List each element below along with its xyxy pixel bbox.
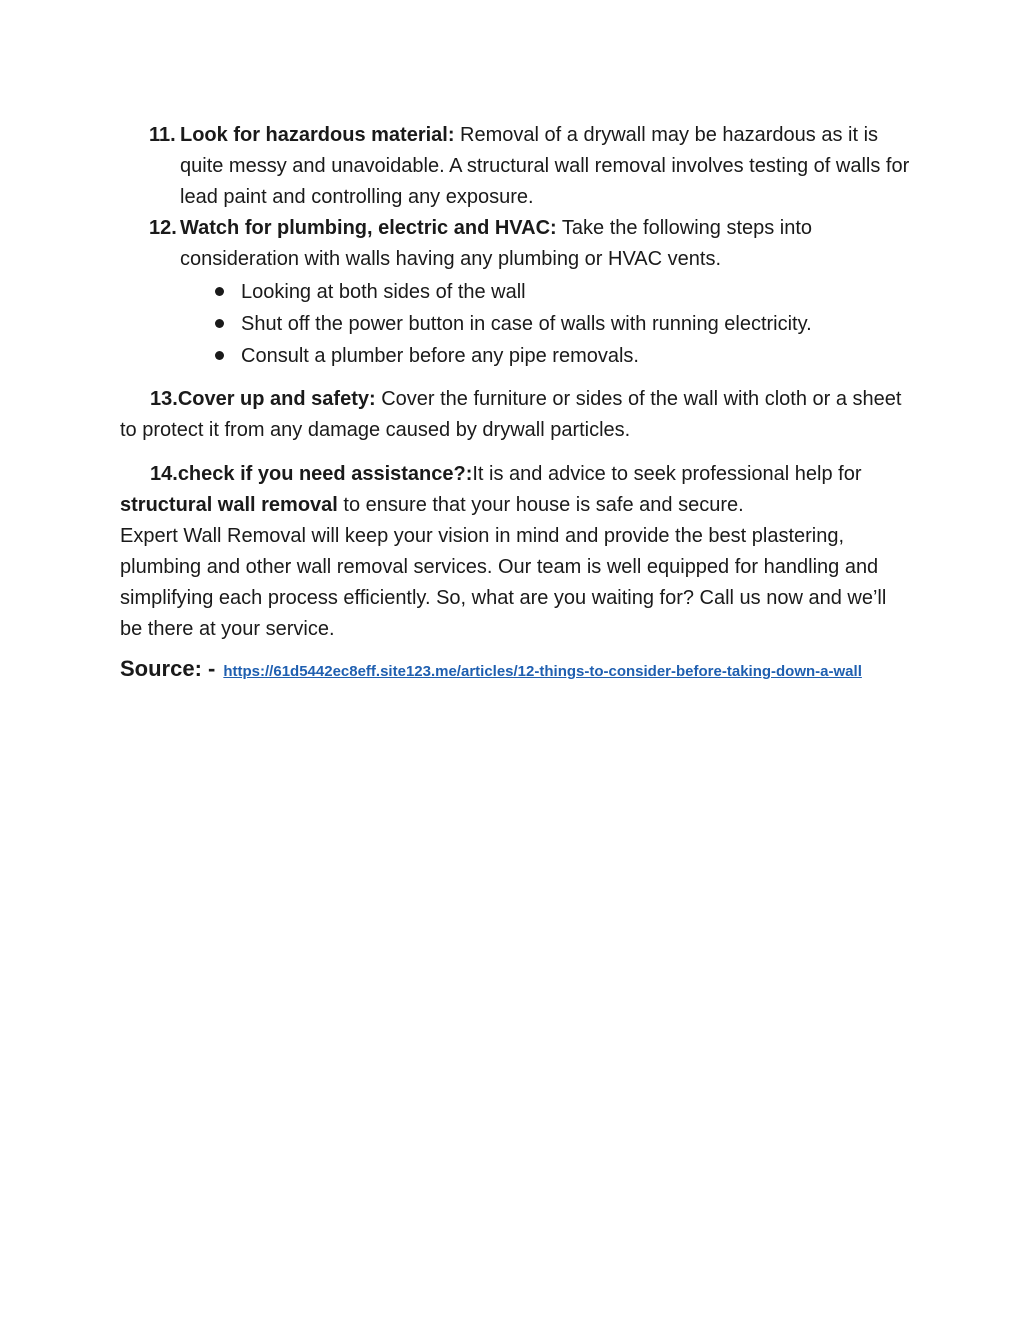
item-text-after-14: to ensure that your house is safe and secure. <box>337 494 744 516</box>
bullet-list <box>120 276 910 372</box>
item-number-14: 14. <box>150 463 178 485</box>
item-text-12: Take the following steps into consideration with walls having any plumbing or HVAC vents. <box>180 217 813 270</box>
list-item-14 <box>120 459 910 521</box>
source-label: Source: - <box>120 656 216 681</box>
bullet-text: Looking at both sides of the wall <box>241 281 526 303</box>
source-line <box>120 658 910 683</box>
item-text-14: It is and advice to seek professional help for <box>472 463 862 485</box>
list-item-11 <box>120 120 910 213</box>
bullet-item <box>120 340 910 372</box>
bullet-icon <box>215 319 224 328</box>
bullet-icon <box>215 351 224 360</box>
bullet-item <box>120 276 910 308</box>
bullet-icon <box>215 287 224 296</box>
item-number-12: 12. <box>149 217 177 239</box>
item-heading-11: Look for hazardous material: <box>180 124 455 146</box>
list-item-13 <box>120 384 910 446</box>
source-link[interactable]: https://61d5442ec8eff.site123.me/articles/12-things-to-consider-before-taking-down-a-wall <box>223 663 862 680</box>
closing-paragraph: Expert Wall Removal will keep your vision in mind and provide the best plastering, plumbing and other wall removal services. Our team is well equipped for handling and simplifying each process efficiently. So, what are you waiting for? Call us now and we’ll be there at your service. <box>120 525 887 640</box>
document-body <box>120 120 910 683</box>
item-text-13: Cover the furniture or sides of the wall with cloth or a sheet to protect it from any damage caused by drywall particles. <box>120 388 902 441</box>
item-text-11: Removal of a drywall may be hazardous as it is quite messy and unavoidable. A structural wall removal involves testing of walls for lead paint and controlling any exposure. <box>180 124 910 208</box>
item-heading-14: check if you need assistance?: <box>177 463 473 485</box>
bullet-text: Shut off the power button in case of walls with running electricity. <box>241 313 812 335</box>
item-number-11: 11. <box>149 124 176 146</box>
bullet-text: Consult a plumber before any pipe removals. <box>241 345 639 367</box>
item-heading-12: Watch for plumbing, electric and HVAC: <box>180 217 557 239</box>
item-heading-13: Cover up and safety: <box>177 388 376 410</box>
bullet-item <box>120 308 910 340</box>
item-number-13: 13. <box>150 388 178 410</box>
item-bold-phrase-14: structural wall removal <box>120 494 338 516</box>
list-item-12 <box>120 213 910 275</box>
